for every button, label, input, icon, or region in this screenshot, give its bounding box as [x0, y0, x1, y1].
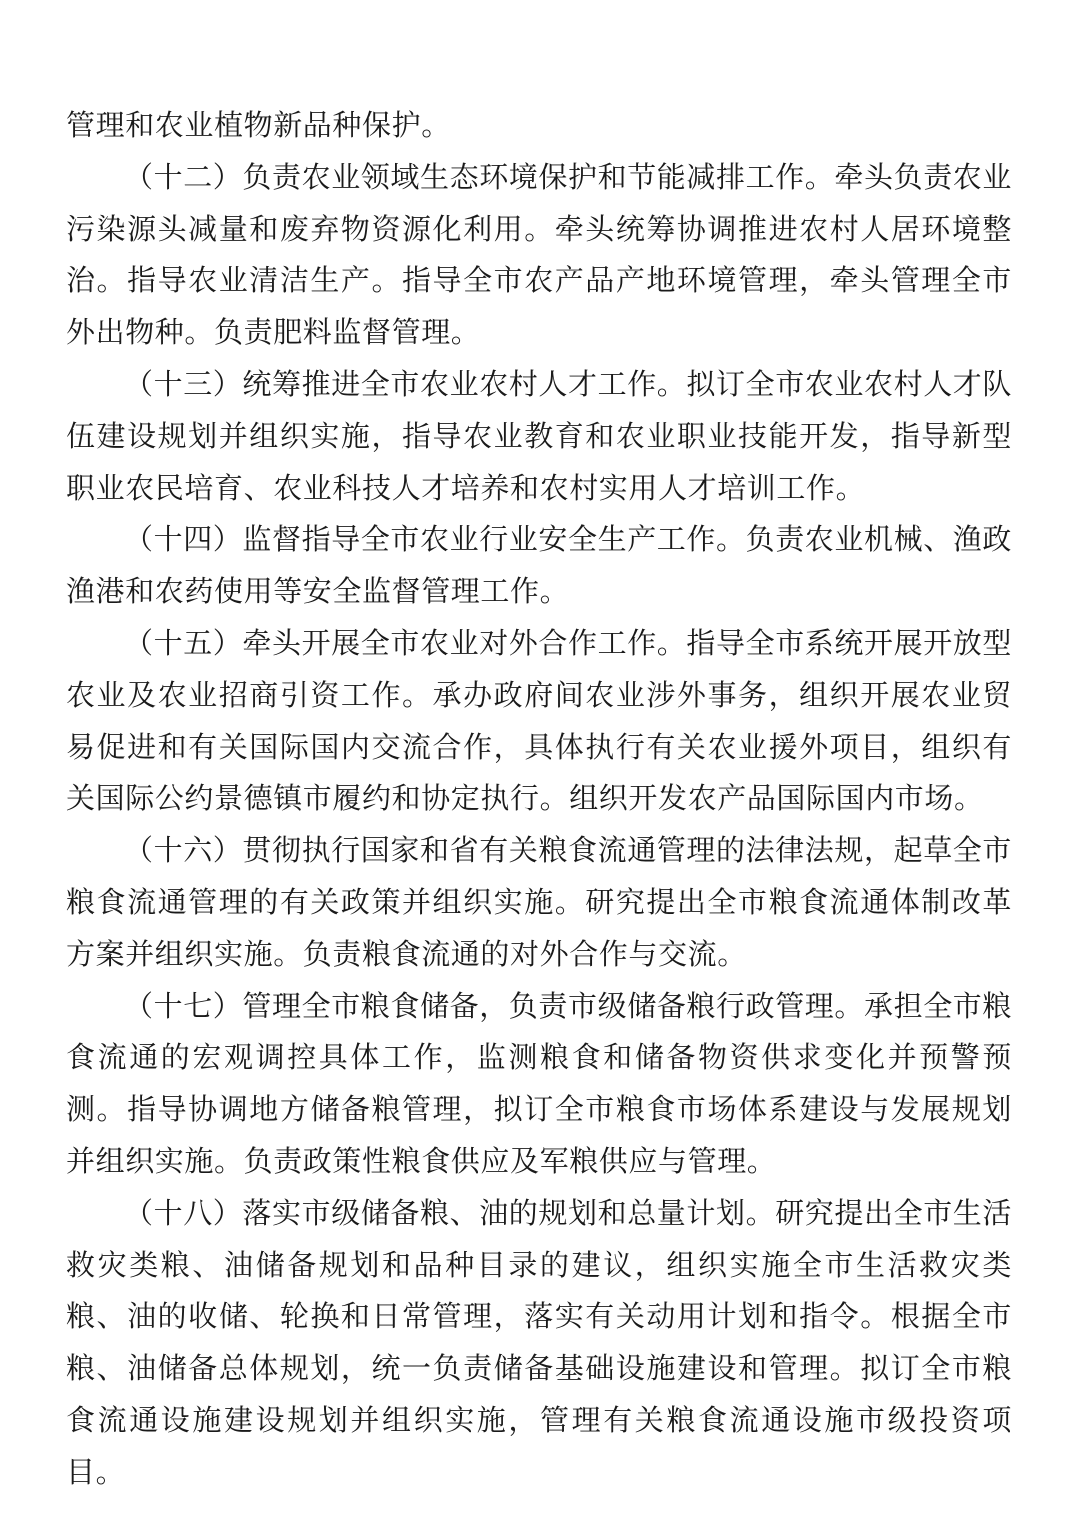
paragraph-continuation: 管理和农业植物新品种保护。 — [66, 108, 451, 142]
paragraph-item-15: （十五）牵头开展全市农业对外合作工作。指导全市系统开展开放型农业及农业招商引资工作。承办政府间农业涉外事务，组织开展农业贸易促进和有关国际国内交流合作，具体执行有关农业援外项目，组织有关国际公约景德镇市履约和协定执行。组织开发农产品国际国内市场。 — [66, 625, 1013, 816]
paragraph-item-13: （十三）统筹推进全市农业农村人才工作。拟订全市农业农村人才队伍建设规划并组织实施，指导农业教育和农业职业技能开发，指导新型职业农民培育、农业科技人才培养和农村实用人才培训工作。 — [66, 366, 1013, 505]
paragraph-item-18: （十八）落实市级储备粮、油的规划和总量计划。研究提出全市生活救灾类粮、油储备规划和品种目录的建议，组织实施全市生活救灾类粮、油的收储、轮换和日常管理，落实有关动用计划和指令。根据全市粮、油储备总体规划，统一负责储备基础设施建设和管理。拟订全市粮食流通设施建设规划并组织实施，管理有关粮食流通设施市级投资项目。 — [66, 1195, 1013, 1489]
paragraph-item-12: （十二）负责农业领域生态环境保护和节能减排工作。牵头负责农业污染源头减量和废弃物资源化利用。牵头统筹协调推进农村人居环境整治。指导农业清洁生产。指导全市农产品产地环境管理，牵头管理全市外出物种。负责肥料监督管理。 — [66, 159, 1013, 350]
document-body — [66, 100, 1012, 1499]
paragraph-item-16: （十六）贯彻执行国家和省有关粮食流通管理的法律法规，起草全市粮食流通管理的有关政策并组织实施。研究提出全市粮食流通体制改革方案并组织实施。负责粮食流通的对外合作与交流。 — [66, 833, 1013, 971]
paragraph-item-17: （十七）管理全市粮食储备，负责市级储备粮行政管理。承担全市粮食流通的宏观调控具体工作，监测粮食和储备物资供求变化并预警预测。指导协调地方储备粮管理，拟订全市粮食市场体系建设与发展规划并组织实施。负责政策性粮食供应及军粮供应与管理。 — [66, 988, 1013, 1178]
paragraph-item-14: （十四）监督指导全市农业行业安全生产工作。负责农业机械、渔政渔港和农药使用等安全监督管理工作。 — [66, 522, 1013, 609]
